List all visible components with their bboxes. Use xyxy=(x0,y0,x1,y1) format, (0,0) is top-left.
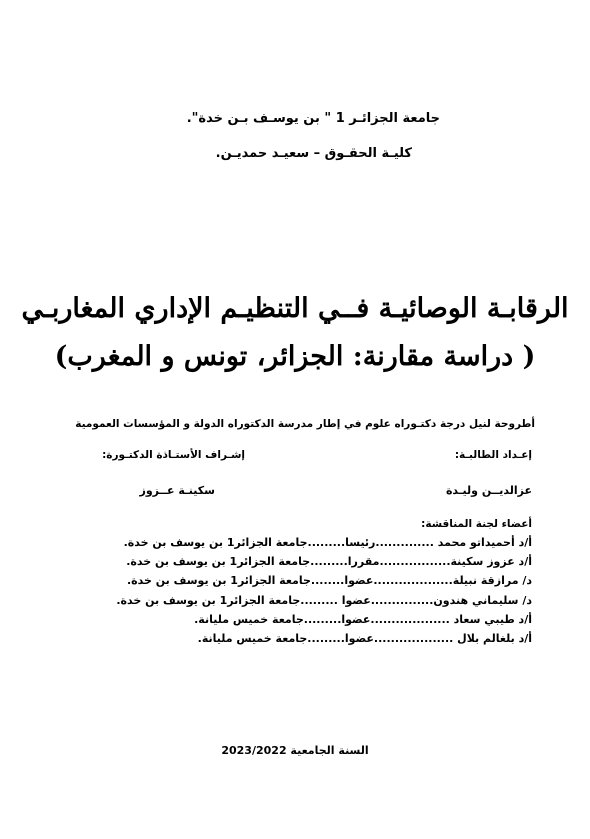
thesis-title-line-2: ( دراسة مقارنة: الجزائر، تونس و المغرب) xyxy=(54,341,536,372)
supervisor-label: إشـراف الأستـاذة الدكتـورة: xyxy=(102,449,245,461)
university-name: جامعة الجزائـر 1 " بن يوسـف بـن خدة". xyxy=(186,111,440,126)
thesis-title-line-1: الرقابـة الوصائيـة فــي التنظيـم الإداري المغاربـي xyxy=(21,293,569,324)
committee-member: أ/د بلغالم بلال ...................عضوا.........جامعة خميس مليانة. xyxy=(197,632,532,645)
prepared-by-label: إعـداد الطالبـة: xyxy=(454,449,532,461)
supervisor-name: سكينـة عــزوز xyxy=(139,484,215,497)
committee-member: د/ مرازقة نبيلة...................عضوا........جامعة الجزائر1 بن يوسف بن خدة. xyxy=(127,574,532,587)
committee-member: د/ سليماني هندون...............عضوا .........جامعة الجزائر1 بن يوسف بن خدة. xyxy=(116,594,532,607)
student-name: عزالديــن وليـدة xyxy=(445,484,532,497)
academic-year: السنة الجامعية 2023/2022 xyxy=(221,744,369,757)
faculty-name: كليـة الحقـوق – سعيـد حمديـن. xyxy=(215,146,412,161)
committee-member: أ/د عزوز سكينة.................مقررا.........جامعة الجزائر1 بن يوسف بن خدة. xyxy=(126,555,532,568)
committee-label: أعضاء لجنة المناقشة: xyxy=(421,518,532,530)
committee-member: أ/د طيبي سعاد ...................عضوا.........جامعة خميس مليانة. xyxy=(194,613,532,626)
committee-member: أ/د أحميداتو محمد ..............رئيسا.........جامعة الجزائر1 بن يوسف بن خدة. xyxy=(123,536,532,549)
thesis-degree-note: أطروحة لنيل درجة دكتـوراه علوم في إطار مدرسة الدكتوراه الدولة و المؤسسات العمومية xyxy=(75,418,535,430)
